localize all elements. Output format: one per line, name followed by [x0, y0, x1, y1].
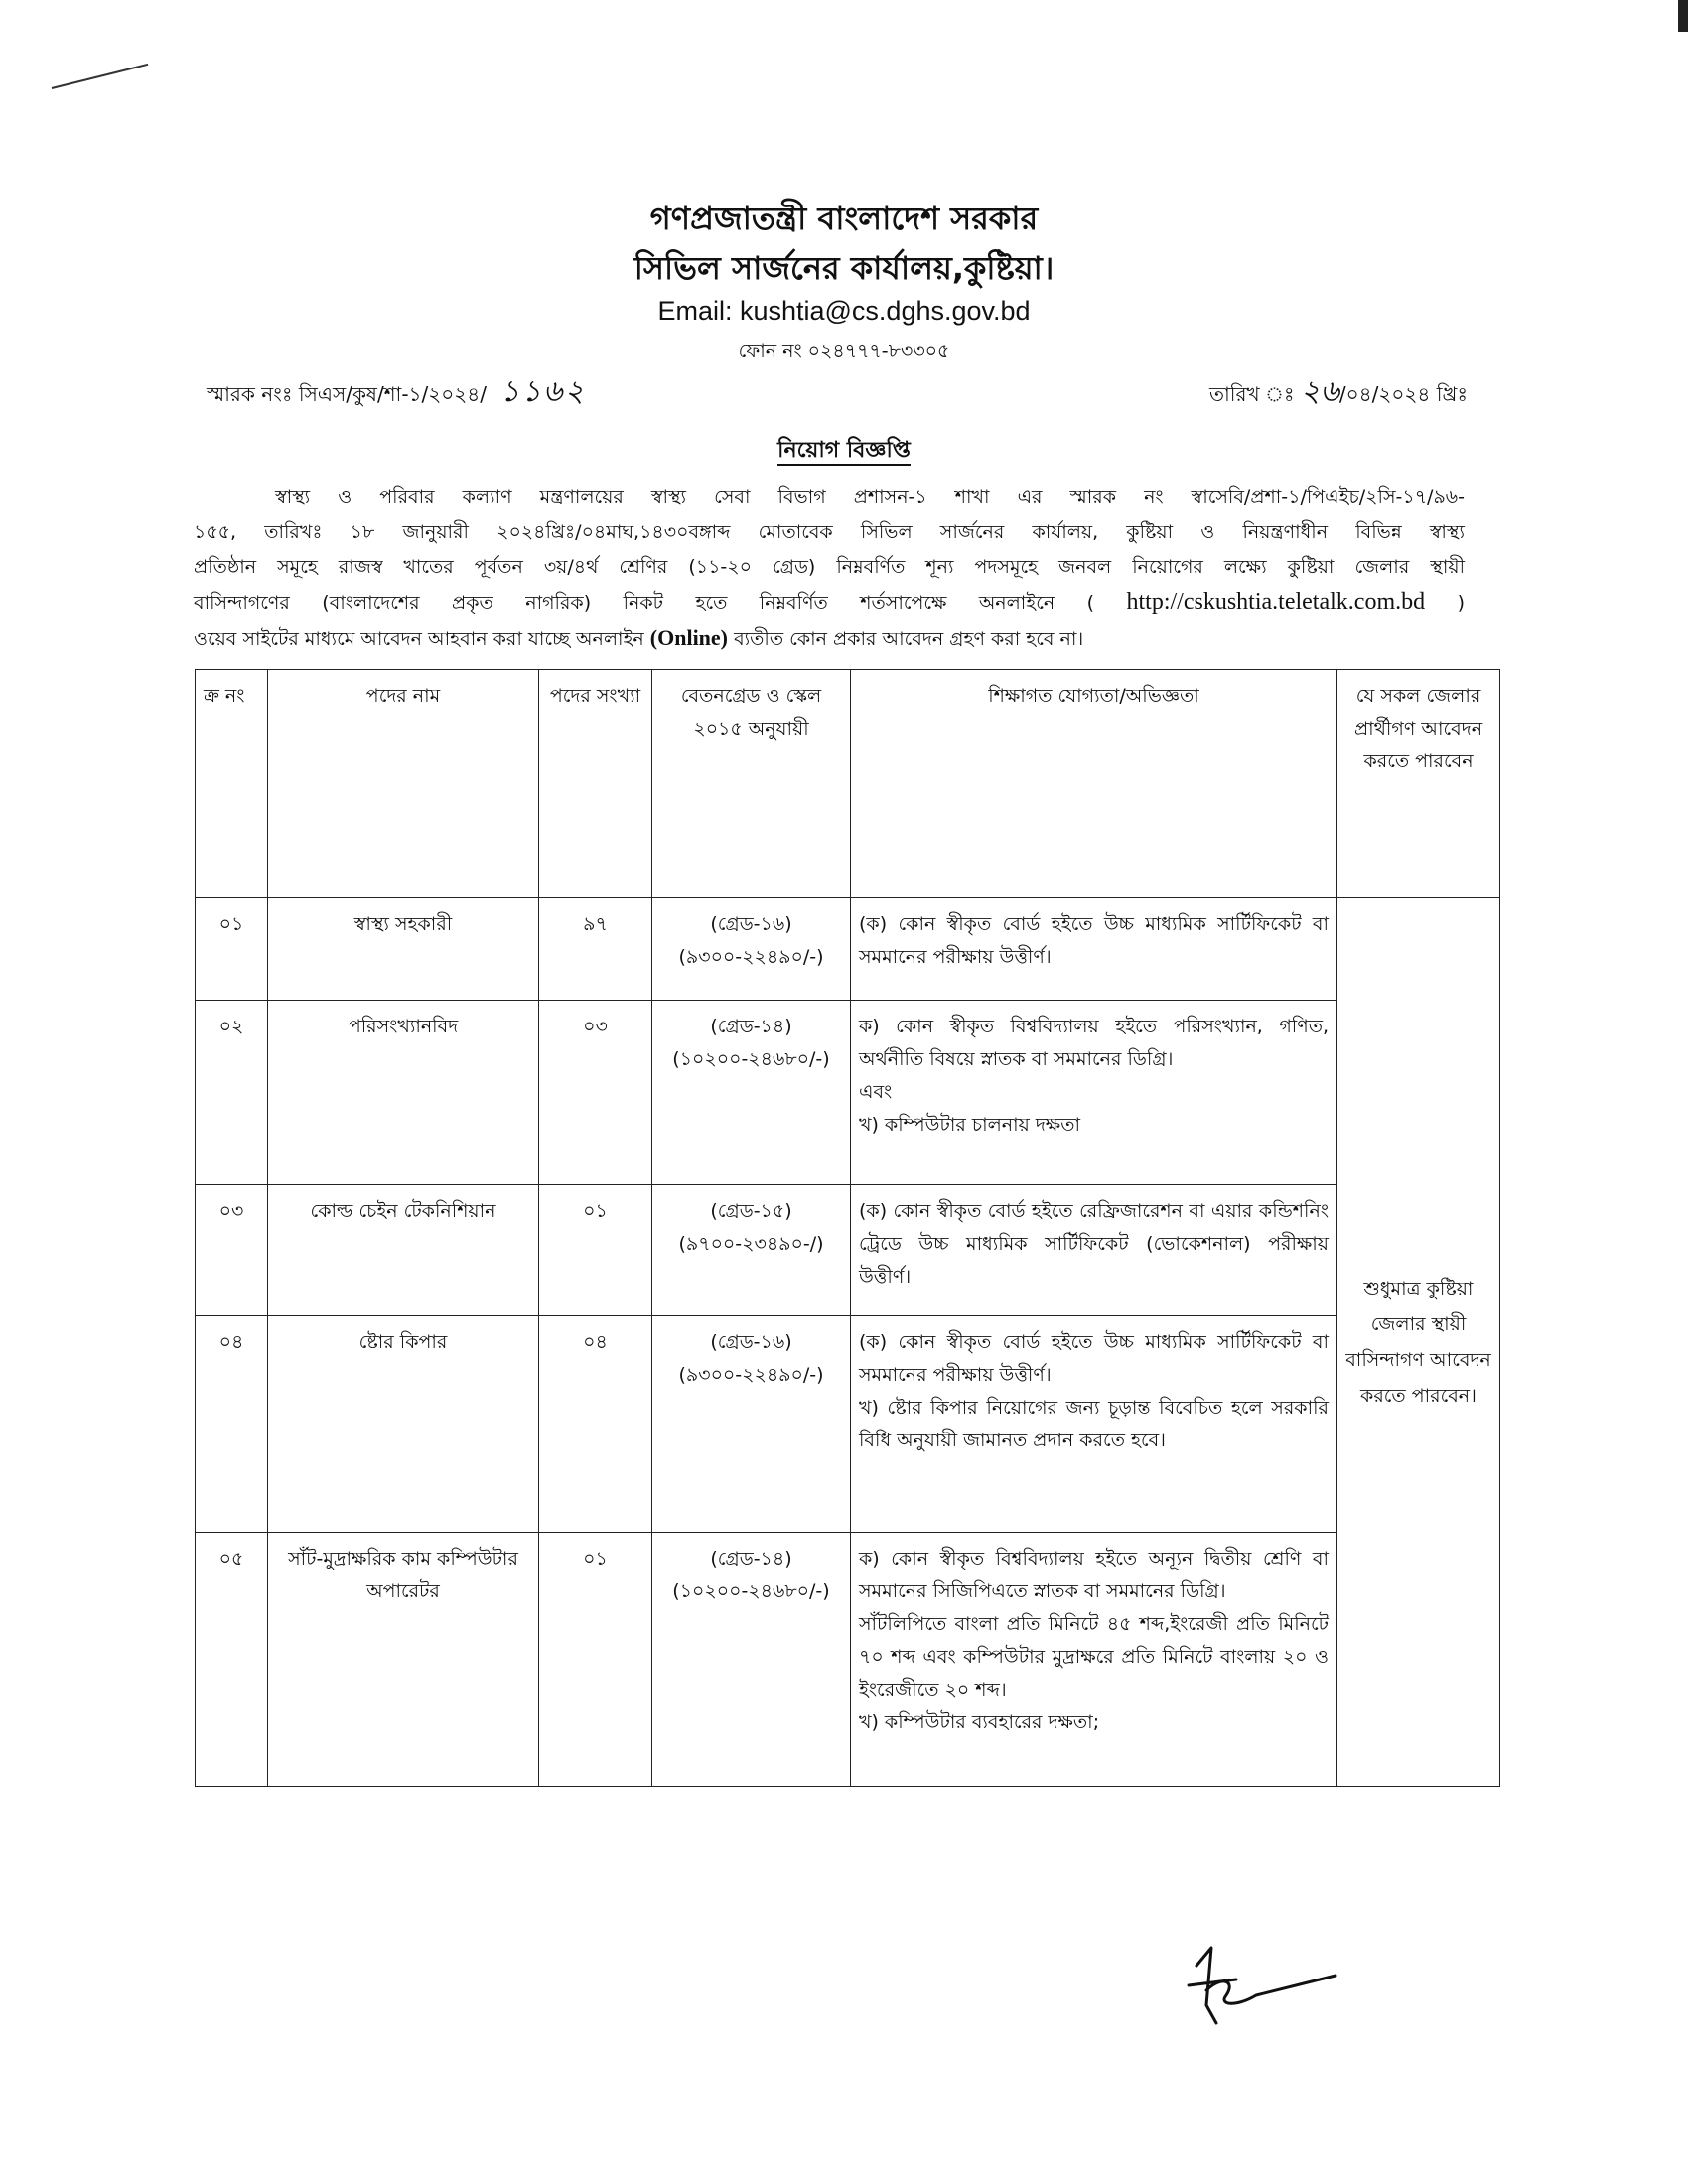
memo-date [1209, 367, 1468, 418]
row-post-name: পরিসংখ্যানবিদ [268, 1001, 539, 1185]
row-pay-scale: (গ্রেড-১৪) (১০২০০-২৪৬৮০/-) [652, 1001, 851, 1185]
intro-line-1: স্বাস্থ্য ও পরিবার কল্যাণ মন্ত্রণালয়ের স্বাস্থ্য সেবা বিভাগ প্রশাসন-১ শাখা এর স্মারক নং স্বাসেবি/প্রশা-১/পিএইচ/২সি-১৭/৯৬- [275, 486, 1465, 508]
header-qualification: শিক্ষাগত যোগ্যতা/অভিজ্ঞতা [851, 670, 1337, 898]
table-row [196, 898, 1500, 1001]
row-pay-scale: (গ্রেড-১৬) (৯৩০০-২২৪৯০/-) [652, 1316, 851, 1533]
row-serial: ০৫ [196, 1533, 268, 1787]
table-row [196, 1533, 1500, 1787]
intro-line-5: ওয়েব সাইটের মাধ্যমে আবেদন আহবান করা যাচ্ছে অনলাইন (Online) ব্যতীত কোন প্রকার আবেদন গ্রহণ করা হবে না। [194, 625, 1084, 650]
memo-label: স্মারক নংঃ সিএস/কুষ/শা-১/২০২৪/ [207, 382, 487, 406]
intro-paragraph [194, 480, 1465, 657]
row-qualification: (ক) কোন স্বীকৃত বোর্ড হইতে উচ্চ মাধ্যমিক সার্টিফিকেট বা সমমানের পরীক্ষায় উত্তীর্ণ। [851, 898, 1337, 1001]
row-post-count: ০১ [539, 1185, 652, 1316]
eligible-note: শুধুমাত্র কুষ্টিয়া জেলার স্থায়ী বাসিন্দাগণ আবেদন করতে পারবেন। [1345, 1278, 1491, 1407]
header-pay-scale: বেতনগ্রেড ও স্কেল ২০১৫ অনুযায়ী [652, 670, 851, 898]
row-post-name: ষ্টোর কিপার [268, 1316, 539, 1533]
row-post-count: ০৩ [539, 1001, 652, 1185]
header-post-count: পদের সংখ্যা [539, 670, 652, 898]
notice-title: নিয়োগ বিজ্ঞপ্তি [0, 433, 1688, 470]
office-email: Email: kushtia@cs.dghs.gov.bd [657, 296, 1031, 326]
office-phone: ফোন নং ০২৪৭৭৭-৮৩৩০৫ [738, 341, 950, 362]
memo-row [207, 363, 1468, 409]
row-qualification: ক) কোন স্বীকৃত বিশ্ববিদ্যালয় হইতে অন্যূন দ্বিতীয় শ্রেণি বা সমমানের সিজিপিএতে স্নাতক বা সমমানের ডিগ্রি। সাঁটলিপিতে বাংলা প্রতি মিনিটে ৪৫ শব্দ,ইংরেজী প্রতি মিনিটে ৭০ শব্দ এবং কম্পিউটার মুদ্রাক্ষরে প্রতি মিনিটে বাংলায় ২০ ও ইংরেজীতে ২০ শব্দ। খ) কম্পিউটার ব্যবহারের দক্ষতা; [851, 1533, 1337, 1787]
scan-pen-mark [52, 64, 149, 89]
row-serial: ০১ [196, 898, 268, 1001]
header-eligible-districts: যে সকল জেলার প্রার্থীগণ আবেদন করতে পারবেন [1337, 670, 1500, 898]
row-qualification: (ক) কোন স্বীকৃত বোর্ড হইতে রেফ্রিজারেশন বা এয়ার কন্ডিশনিং ট্রেডে উচ্চ মাধ্যমিক সার্টিফিকেট (ভোকেশনাল) পরীক্ষায় উত্তীর্ণ। [851, 1185, 1337, 1316]
row-post-name: সাঁট-মুদ্রাক্ষরিক কাম কম্পিউটার অপারেটর [268, 1533, 539, 1787]
row-post-name: কোল্ড চেইন টেকনিশিয়ান [268, 1185, 539, 1316]
date-handwritten-day: ২৬ [1300, 374, 1339, 409]
date-rest: /০৪/২০২৪ খ্রিঃ [1338, 382, 1468, 406]
eligible-note-cell [1337, 898, 1500, 1787]
table-row [196, 1185, 1500, 1316]
signature-image [1167, 1936, 1345, 2035]
memo-handwritten-number: ১১৬২ [500, 374, 586, 409]
row-pay-scale: (গ্রেড-১৪) (১০২০০-২৪৬৮০/-) [652, 1533, 851, 1787]
scan-edge-mark [1678, 0, 1688, 32]
row-post-count: ০১ [539, 1533, 652, 1787]
government-title: গণপ্রজাতন্ত্রী বাংলাদেশ সরকার [649, 200, 1039, 237]
office-title: সিভিল সার্জনের কার্যালয়,কুষ্টিয়া। [633, 249, 1055, 287]
table-header-row [196, 670, 1500, 898]
row-serial: ০২ [196, 1001, 268, 1185]
row-pay-scale: (গ্রেড-১৬) (৯৩০০-২২৪৯০/-) [652, 898, 851, 1001]
online-label: (Online) [649, 625, 729, 650]
row-post-name: স্বাস্থ্য সহকারী [268, 898, 539, 1001]
intro-line-2: ১৫৫, তারিখঃ ১৮ জানুয়ারী ২০২৪খ্রিঃ/০৪মাঘ,১৪৩০বঙ্গাব্দ মোতাবেক সিভিল সার্জনের কার্যালয়, কুষ্টিয়া ও নিয়ন্ত্রণাধীন বিভিন্ন স্বাস্থ্য [194, 521, 1465, 543]
row-qualification: ক) কোন স্বীকৃত বিশ্ববিদ্যালয় হইতে পরিসংখ্যান, গণিত, অর্থনীতি বিষয়ে স্নাতক বা সমমানের ডিগ্রি। এবং খ) কম্পিউটার চালনায় দক্ষতা [851, 1001, 1337, 1185]
header-post-name: পদের নাম [268, 670, 539, 898]
header-serial: ক্র নং [196, 670, 268, 898]
row-post-count: ৯৭ [539, 898, 652, 1001]
table-row [196, 1316, 1500, 1533]
row-post-count: ০৪ [539, 1316, 652, 1533]
table-row [196, 1001, 1500, 1185]
row-serial: ০৩ [196, 1185, 268, 1316]
intro-line-4: বাসিন্দাগণের (বাংলাদেশের প্রকৃত নাগরিক) নিকট হতে নিম্নবর্ণিত শর্তসাপেক্ষে অনলাইনে ( http://cskushtia.teletalk.com.bd ) [194, 589, 1465, 614]
row-serial: ০৪ [196, 1316, 268, 1533]
application-url-link[interactable]: http://cskushtia.teletalk.com.bd [1126, 589, 1426, 614]
row-qualification: (ক) কোন স্বীকৃত বোর্ড হইতে উচ্চ মাধ্যমিক সার্টিফিকেট বা সমমানের পরীক্ষায় উত্তীর্ণ। খ) ষ্টোর কিপার নিয়োগের জন্য চূড়ান্ত বিবেচিত হলে সরকারি বিধি অনুযায়ী জামানত প্রদান করতে হবে। [851, 1316, 1337, 1533]
row-pay-scale: (গ্রেড-১৫) (৯৭০০-২৩৪৯০-/) [652, 1185, 851, 1316]
intro-line-3: প্রতিষ্ঠান সমূহে রাজস্ব খাতের পূর্বতন ৩য়/৪র্থ শ্রেণির (১১-২০ গ্রেড) নিম্নবর্ণিত শূন্য পদসমূহে জনবল নিয়োগের লক্ষ্যে কুষ্টিয়া জেলার স্থায়ী [194, 556, 1465, 578]
date-label: তারিখ ঃ [1208, 382, 1295, 406]
vacancy-table [195, 669, 1500, 1787]
memo-number [207, 367, 586, 418]
